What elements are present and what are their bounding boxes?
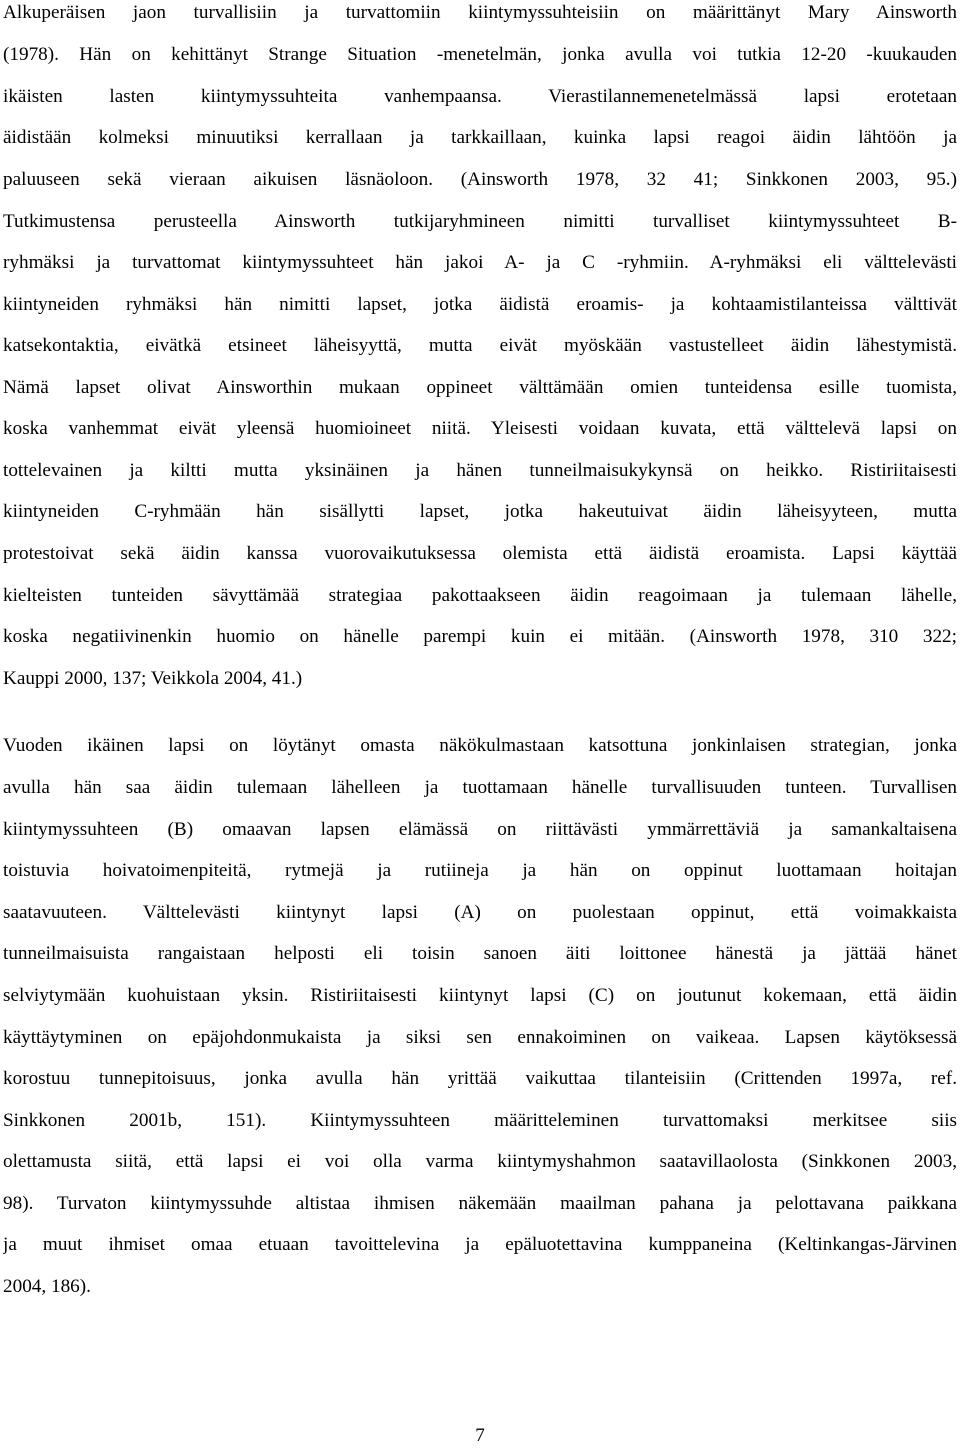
text-line: koska negatiivinenkin huomio on hänelle parempi kuin ei mitään. (Ainsworth 1978, 310 322; [3, 626, 957, 647]
text-line: Vuoden ikäinen lapsi on löytänyt omasta näkökulmastaan katsottuna jonkinlaisen strategian, jonka [3, 735, 957, 756]
text-line: kiintyneiden ryhmäksi hän nimitti lapset, jotka äidistä eroamis- ja kohtaamistilanteissa välttivät [3, 294, 957, 315]
text-line: ja muut ihmiset omaa etuaan tavoittelevina ja epäluotettavina kumppaneina (Keltinkangas-Järvinen [3, 1234, 957, 1255]
text-line: äidistään kolmeksi minuutiksi kerrallaan ja tarkkaillaan, kuinka lapsi reagoi äidin lähtöön ja [3, 127, 957, 148]
text-line: olettamusta siitä, että lapsi ei voi olla varma kiintymyshahmon saatavillaolosta (Sinkkonen 2003, [3, 1151, 957, 1172]
text-line: katsekontaktia, eivätkä etsineet läheisyyttä, mutta eivät myöskään vastustelleet äidin lähestymistä. [3, 335, 957, 356]
text-line: Kauppi 2000, 137; Veikkola 2004, 41.) [3, 668, 303, 689]
text-line: tunneilmaisuista rangaistaan helposti eli toisin sanoen äiti loittonee hänestä ja jättää hänet [3, 943, 957, 964]
text-line: 2004, 186). [3, 1276, 91, 1297]
text-line: Sinkkonen 2001b, 151). Kiintymyssuhteen määritteleminen turvattomaksi merkitsee siis [3, 1110, 957, 1131]
text-line: selviytymään kuohuistaan yksin. Ristiriitaisesti kiintynyt lapsi (C) on joutunut kokemaan, että äidin [3, 985, 957, 1006]
text-line: ryhmäksi ja turvattomat kiintymyssuhteet hän jakoi A- ja C -ryhmiin. A-ryhmäksi eli välttelevästi [3, 252, 957, 273]
text-line: ikäisten lasten kiintymyssuhteita vanhempaansa. Vierastilannemenetelmässä lapsi erotetaan [3, 86, 957, 107]
text-line: saatavuuteen. Välttelevästi kiintynyt lapsi (A) on puolestaan oppinut, että voimakkaista [3, 902, 957, 923]
text-line: tottelevainen ja kiltti mutta yksinäinen ja hänen tunneilmaisukykynsä on heikko. Ristiriitaisesti [3, 460, 957, 481]
text-line: korostuu tunnepitoisuus, jonka avulla hän yrittää vaikuttaa tilanteisiin (Crittenden 1997a, ref. [3, 1068, 957, 1089]
text-line: kiintymyssuhteen (B) omaavan lapsen elämässä on riittävästi ymmärrettäviä ja samankaltaisena [3, 819, 957, 840]
page-number: 7 [475, 1425, 485, 1446]
text-line: avulla hän saa äidin tulemaan lähelleen ja tuottamaan hänelle turvallisuuden tunteen. Turvallisen [3, 777, 957, 798]
text-line: toistuvia hoivatoimenpiteitä, rytmejä ja rutiineja ja hän on oppinut luottamaan hoitajan [3, 860, 957, 881]
text-line: Nämä lapset olivat Ainsworthin mukaan oppineet välttämään omien tunteidensa esille tuomista, [3, 377, 957, 398]
text-line: kiintyneiden C-ryhmään hän sisällytti lapset, jotka hakeutuivat äidin läheisyyteen, mutta [3, 501, 957, 522]
text-line: (1978). Hän on kehittänyt Strange Situation -menetelmän, jonka avulla voi tutkia 12-20 -kuukauden [3, 44, 957, 65]
text-line: 98). Turvaton kiintymyssuhde altistaa ihmisen näkemään maailman pahana ja pelottavana paikkana [3, 1193, 957, 1214]
text-line: kielteisten tunteiden sävyttämää strategiaa pakottaakseen äidin reagoimaan ja tulemaan lähelle, [3, 585, 957, 606]
text-line: Alkuperäisen jaon turvallisiin ja turvattomiin kiintymyssuhteisiin on määrittänyt Mary Ainsworth [3, 2, 957, 23]
text-line: protestoivat sekä äidin kanssa vuorovaikutuksessa olemista että äidistä eroamista. Lapsi käyttää [3, 543, 957, 564]
text-line: käyttäytyminen on epäjohdonmukaista ja siksi sen ennakoiminen on vaikeaa. Lapsen käytöksessä [3, 1027, 957, 1048]
text-line: Tutkimustensa perusteella Ainsworth tutkijaryhmineen nimitti turvalliset kiintymyssuhteet B- [3, 211, 957, 232]
text-line: koska vanhemmat eivät yleensä huomioineet niitä. Yleisesti voidaan kuvata, että välttelevä lapsi on [3, 418, 957, 439]
text-line: paluuseen sekä vieraan aikuisen läsnäoloon. (Ainsworth 1978, 32 41; Sinkkonen 2003, 95.) [3, 169, 957, 190]
